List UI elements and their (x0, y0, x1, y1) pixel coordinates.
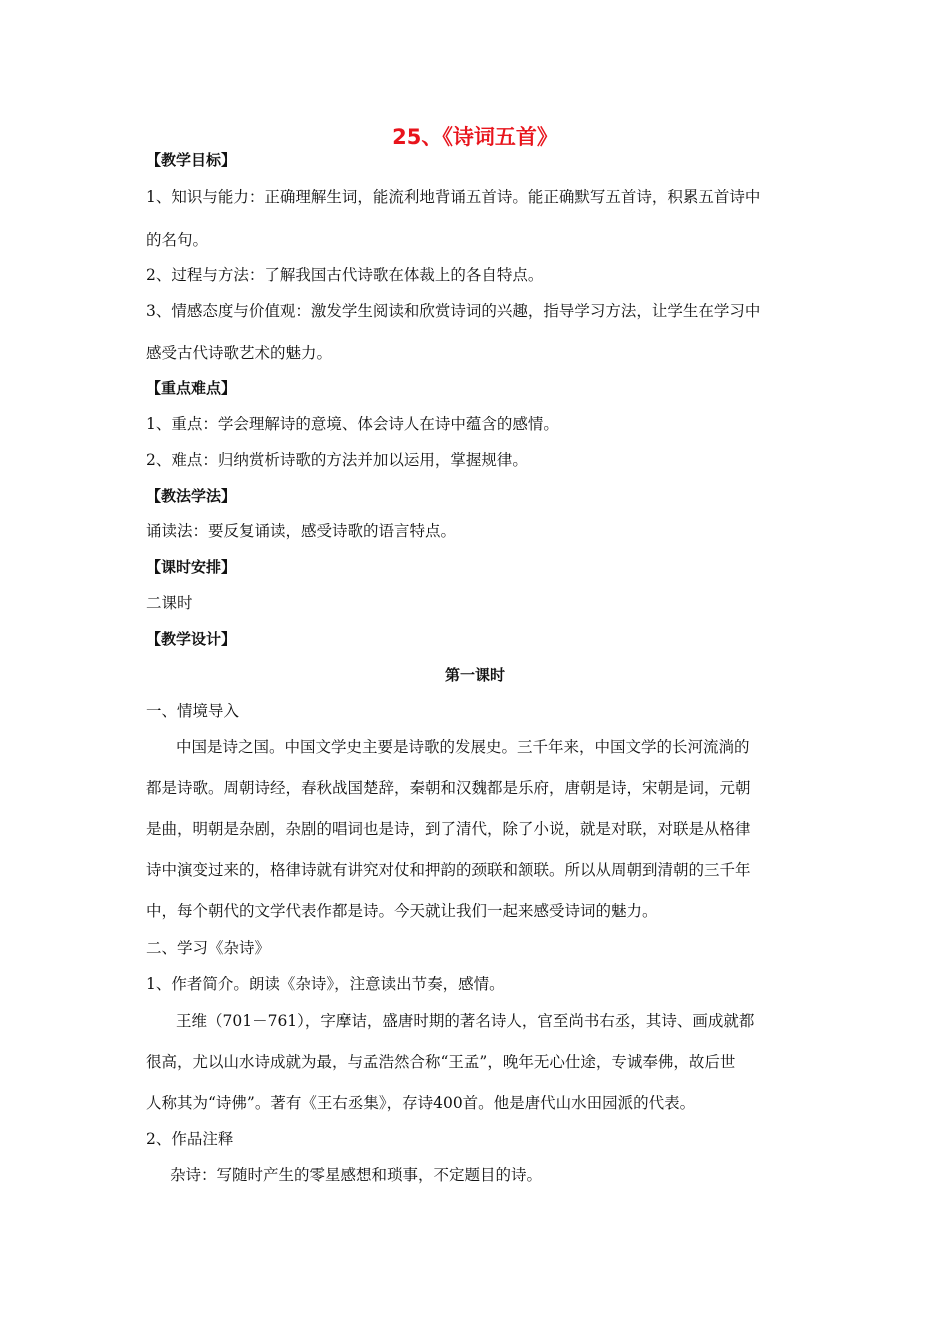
key-points-heading: 【重点难点】 (146, 379, 237, 397)
part-1-line-1: 中国是诗之国。中国文学史主要是诗歌的发展史。三千年来，中国文学的长河流淌的 (176, 738, 750, 756)
objective-2: 2、过程与方法：了解我国古代诗歌在体裁上的各自特点。 (146, 266, 544, 284)
document-title: 25、《诗词五首》 (392, 125, 558, 149)
design-heading: 【教学设计】 (146, 630, 237, 648)
key-point-2: 2、难点：归纳赏析诗歌的方法并加以运用，掌握规律。 (146, 451, 528, 469)
objective-1-line-1: 1、知识与能力：正确理解生词，能流利地背诵五首诗。能正确默写五首诗，积累五首诗中 (146, 188, 761, 206)
schedule-heading: 【课时安排】 (146, 558, 237, 576)
part-2-item-2: 2、作品注释 (146, 1130, 234, 1148)
author-line-2: 很高，尤以山水诗成就为最，与孟浩然合称“王孟”，晚年无心仕途，专诚奉佛，故后世 (146, 1053, 736, 1071)
part-1-line-5: 中，每个朝代的文学代表作都是诗。今天就让我们一起来感受诗词的魅力。 (146, 902, 658, 920)
objective-1-line-2: 的名句。 (146, 231, 209, 249)
author-line-1: 王维（701－761），字摩诘，盛唐时期的著名诗人，官至尚书右丞，其诗、画成就都 (176, 1012, 755, 1030)
part-1-line-4: 诗中演变过来的，格律诗就有讲究对仗和押韵的颈联和颔联。所以从周朝到清朝的三千年 (146, 861, 751, 879)
part-2-heading: 二、学习《杂诗》 (146, 939, 271, 957)
schedule-text: 二课时 (146, 594, 193, 612)
methods-heading: 【教法学法】 (146, 487, 237, 505)
objective-3-line-2: 感受古代诗歌艺术的魅力。 (146, 344, 333, 362)
note-text: 杂诗：写随时产生的零星感想和琐事，不定题目的诗。 (170, 1166, 543, 1184)
objectives-heading: 【教学目标】 (146, 151, 237, 169)
key-point-1: 1、重点：学会理解诗的意境、体会诗人在诗中蕴含的感情。 (146, 415, 559, 433)
part-1-line-3: 是曲，明朝是杂剧，杂剧的唱词也是诗，到了清代，除了小说，就是对联，对联是从格律 (146, 820, 751, 838)
objective-3-line-1: 3、情感态度与价值观：激发学生阅读和欣赏诗词的兴趣，指导学习方法，让学生在学习中 (146, 302, 761, 320)
part-1-heading: 一、情境导入 (146, 702, 240, 720)
part-2-item-1: 1、作者简介。朗读《杂诗》，注意读出节奏，感情。 (146, 975, 505, 993)
methods-text: 诵读法：要反复诵读，感受诗歌的语言特点。 (146, 522, 457, 540)
part-1-line-2: 都是诗歌。周朝诗经，春秋战国楚辞，秦朝和汉魏都是乐府，唐朝是诗，宋朝是词，元朝 (146, 779, 751, 797)
lesson-title: 第一课时 (444, 666, 505, 684)
author-line-3: 人称其为“诗佛”。著有《王右丞集》，存诗400首。他是唐代山水田园派的代表。 (146, 1094, 696, 1112)
